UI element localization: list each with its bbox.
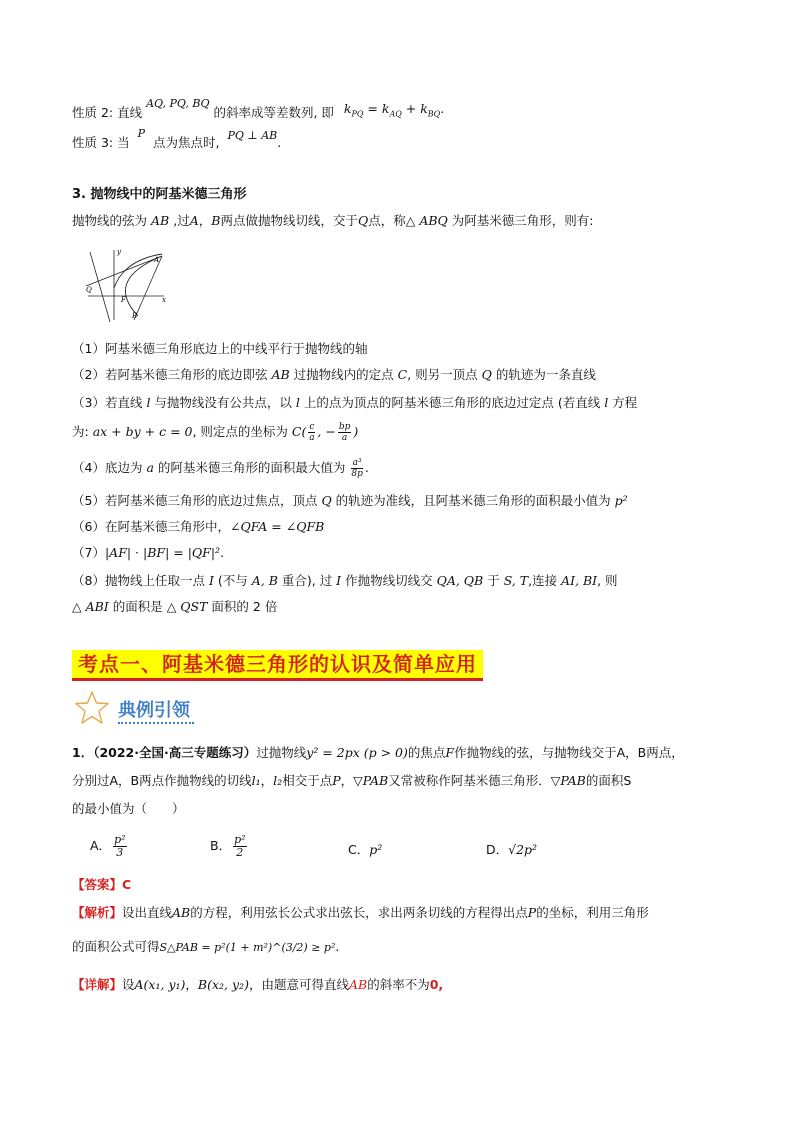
section-title: 3. 抛物线中的阿基米德三角形 bbox=[72, 187, 247, 202]
property-3-text: 点为焦点时, bbox=[153, 135, 220, 150]
problem-1-line-1: 1．（2022·全国·高三专题练习）过抛物线y² = 2px (p > 0)的焦点F作抛物线的弦，与抛物线交于A，B两点， bbox=[72, 745, 684, 760]
item-6: （6）在阿基米德三角形中，∠QFA = ∠QFB bbox=[72, 519, 325, 534]
property-3-p: P bbox=[137, 127, 146, 140]
property-2-lines: AQ, PQ, BQ bbox=[146, 97, 210, 110]
star-icon bbox=[74, 690, 110, 726]
label-b: B bbox=[132, 312, 138, 320]
problem-1-line-3: 的最小值为（ ） bbox=[72, 801, 185, 816]
parabola-curve bbox=[125, 256, 162, 316]
item-3: （3）若直线 l 与抛物线没有公共点，以 l 上的点为顶点的阿基米德三角形的底边过定点 (若直线 l 方程 bbox=[72, 395, 638, 410]
property-3-formula: PQ ⊥ AB bbox=[227, 129, 278, 142]
item-4: （4）底边为 a 的阿基米德三角形的面积最大值为 $\frac{\text{a³}}{8p}$ . bbox=[72, 458, 369, 479]
problem-1-line-2: 分别过A，B两点作抛物线的切线l₁，l₂相交于点P，▽PAB又常被称作阿基米德三角形．▽PAB的面积S bbox=[72, 773, 632, 788]
answer: 【答案】C bbox=[72, 877, 132, 892]
property-3-label: 性质 3: 当 bbox=[72, 135, 130, 150]
option-a[interactable]: A． $\frac{\text{p²}}{3}$ bbox=[90, 833, 126, 859]
label-y: y bbox=[117, 248, 121, 256]
example-heading bbox=[74, 690, 274, 726]
detail: 【详解】设A(x₁, y₁)，B(x₂, y₂)，由题意可得直线AB的斜率不为0, bbox=[72, 977, 444, 992]
property-3-end: . bbox=[277, 135, 282, 150]
property-2 bbox=[72, 97, 445, 128]
label-f: F bbox=[121, 296, 126, 304]
property-2-text: 的斜率成等差数列, 即 bbox=[213, 105, 334, 120]
item-5: （5）若阿基米德三角形的底边过焦点，顶点 Q 的轨迹为准线，且阿基米德三角形的面积最小值为 p² bbox=[72, 493, 628, 508]
analysis-line-1: 【解析】设出直线AB的方程，利用弦长公式求出弦长，求出两条切线的方程得出点P的坐标，利用三角形 bbox=[72, 905, 649, 920]
banner-title: 考点一、阿基米德三角形的认识及简单应用 bbox=[78, 652, 477, 676]
item-2: （2）若阿基米德三角形的底边即弦 AB 过抛物线内的定点 C, 则另一顶点 Q 的轨迹为一条直线 bbox=[72, 367, 596, 382]
property-2-label: 性质 2: 直线 bbox=[72, 105, 143, 120]
intro-text: 抛物线的弦为 AB ,过A，B两点做抛物线切线，交于Q点，称△ ABQ 为阿基米德三角形，则有: bbox=[72, 213, 594, 228]
property-2-formula: $k_{PQ} = k_{AQ} + k_{BQ}$. bbox=[343, 101, 445, 119]
option-c[interactable]: C．p² bbox=[348, 842, 383, 857]
parabola-figure bbox=[84, 244, 174, 324]
label-a: A bbox=[154, 256, 160, 264]
example-label: 典例引领 bbox=[118, 700, 190, 721]
item-3-cont: 为: ax + by + c = 0, 则定点的坐标为 C( $\frac{c}{a}$ , − $\frac{bp}{a}$ ) bbox=[72, 422, 359, 443]
tangent-qb bbox=[90, 252, 110, 322]
label-x: x bbox=[162, 296, 166, 304]
option-b[interactable]: B． $\frac{\text{p²}}{2}$ bbox=[210, 833, 246, 859]
item-1: （1）阿基米德三角形底边上的中线平行于抛物线的轴 bbox=[72, 341, 368, 356]
analysis-line-2: 的面积公式可得S△PAB = p²(1 + m²)^(3/2) ≥ p². bbox=[72, 939, 340, 954]
item-7: （7）|AF| · |BF| = |QF|². bbox=[72, 545, 225, 560]
item-8-cont: △ ABI 的面积是 △ QST 面积的 2 倍 bbox=[72, 599, 278, 614]
label-q: Q bbox=[86, 286, 92, 294]
example-underline bbox=[118, 722, 194, 724]
item-8: （8）抛物线上任取一点 I (不与 A, B 重合), 过 I 作抛物线切线交 QA, QB 于 S, T,连接 AI, BI, 则 bbox=[72, 573, 618, 588]
section-banner bbox=[72, 650, 483, 681]
option-d[interactable]: D．√2p² bbox=[486, 842, 538, 857]
property-3 bbox=[72, 127, 282, 153]
